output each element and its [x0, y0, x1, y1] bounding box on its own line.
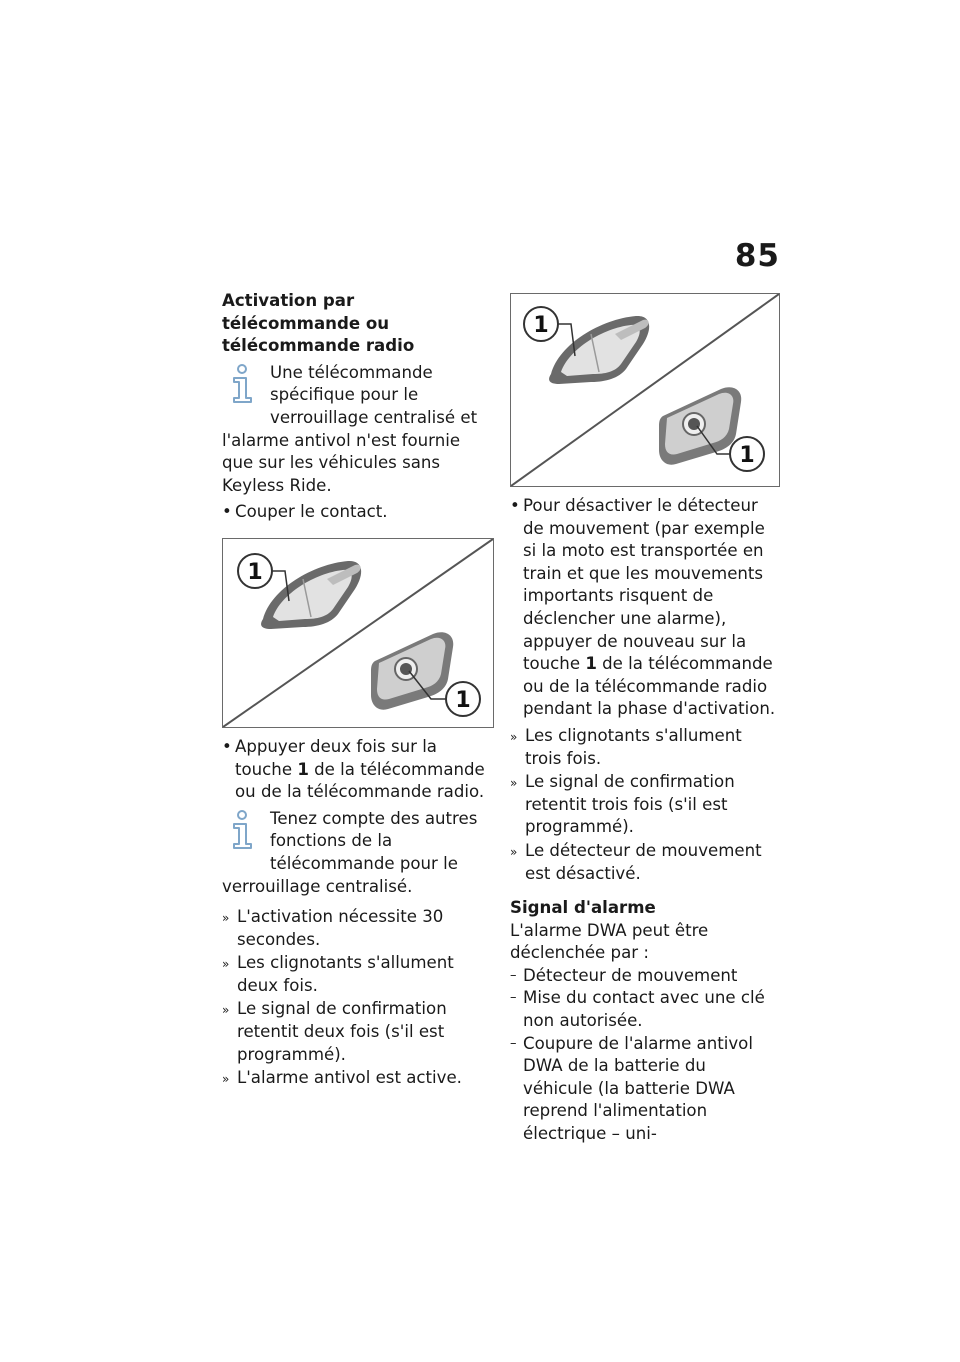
step-text: Appuyer deux fois sur la touche — [235, 736, 437, 779]
figure-callout-bottom: 1 — [739, 443, 755, 468]
info-icon — [222, 808, 266, 854]
step-text: de la télécommande ou de la télécommande radio pendant la phase d'activation. — [523, 654, 776, 719]
step-text: de la télécommande ou de la télécommande radio. — [235, 759, 485, 802]
trigger-item: – Détecteur de mouvement — [510, 965, 780, 988]
figure-callout-bottom: 1 — [455, 687, 471, 713]
info-icon — [222, 362, 266, 408]
key-reference: 1 — [585, 654, 597, 674]
result-item: » L'alarme antivol est active. — [222, 1067, 494, 1090]
page-number: 85 — [734, 238, 780, 274]
left-column — [222, 290, 494, 1091]
result-item: » Le signal de confirmation retentit trois fois (s'il est programmé). — [510, 771, 780, 839]
result-item: » Les clignotants s'allument trois fois. — [510, 725, 780, 770]
figure-callout-top: 1 — [533, 313, 549, 338]
radio-remote-image — [371, 632, 453, 709]
note-text: Tenez compte des autres fonctions de la télécommande pour le verrouillage centralisé. — [222, 808, 478, 896]
instruction-step — [222, 736, 494, 804]
key-reference: 1 — [297, 759, 309, 779]
section-heading-alarm-signal: Signal d'alarme — [510, 898, 656, 918]
result-list — [222, 906, 494, 1090]
remote-key-figure — [510, 293, 780, 487]
trigger-item: – Mise du contact avec une clé non autorisée. — [510, 987, 780, 1032]
right-column — [510, 290, 780, 1146]
result-item: » Le détecteur de mouvement est désactivé. — [510, 840, 780, 885]
section-heading-activation: Activation par télécommande ou télécommande radio — [222, 291, 415, 356]
step-text: Pour désactiver le détecteur de mouvement (par exemple si la moto est transportée en train et que les mouvements importants risquent de déclencher une alarme), appuyer de nouveau sur la touche — [523, 496, 765, 674]
result-item: » Les clignotants s'allument deux fois. — [222, 952, 494, 997]
trigger-item: – Coupure de l'alarme antivol DWA de la batterie du véhicule (la batterie DWA reprend l'alimentation électrique – uni- — [510, 1033, 780, 1146]
alarm-intro: L'alarme DWA peut être déclenchée par : — [510, 920, 709, 963]
figure-callout-top: 1 — [247, 559, 263, 585]
info-note — [222, 808, 494, 898]
result-item: » Le signal de confirmation retentit deux fois (s'il est programmé). — [222, 998, 494, 1066]
info-note — [222, 362, 494, 498]
result-list — [510, 725, 780, 885]
radio-remote-image — [659, 387, 741, 464]
key-fob-image — [549, 316, 649, 384]
trigger-list — [510, 965, 780, 1146]
instruction-step — [510, 495, 780, 721]
note-text: Une télécommande spécifique pour le verrouillage centralisé et l'alarme antivol n'est fournie que sur les véhicules sans Keyless Ride. — [222, 362, 478, 495]
remote-key-figure — [222, 538, 494, 728]
result-item: » L'activation nécessite 30 secondes. — [222, 906, 494, 951]
instruction-step: • Couper le contact. — [222, 501, 494, 524]
